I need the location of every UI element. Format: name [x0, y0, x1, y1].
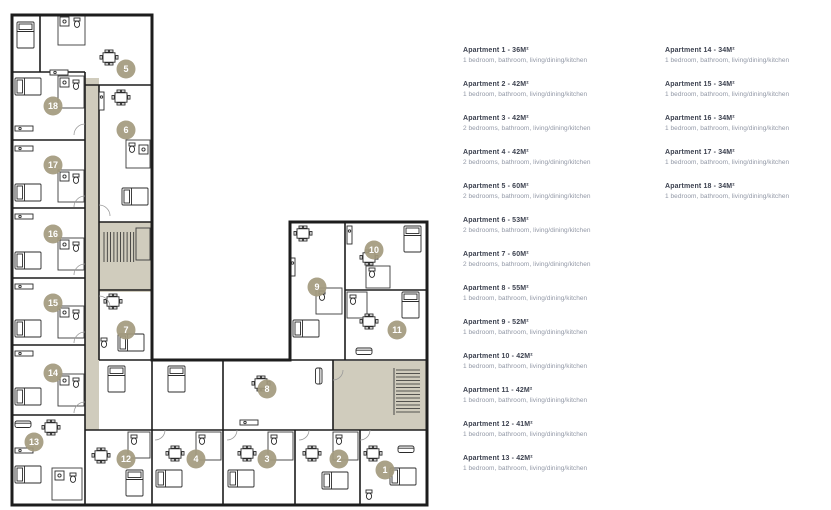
bed-icon: [15, 466, 41, 483]
apartment-desc: 1 bedroom, bathroom, living/dining/kitchen: [463, 363, 588, 370]
bed-icon: [15, 78, 41, 95]
apartment-desc: 1 bedroom, bathroom, living/dining/kitchen: [463, 57, 588, 64]
toilet-icon: [73, 378, 79, 387]
apartment-title: Apartment 5 - 60M²: [463, 183, 529, 190]
apartment-title: Apartment 13 - 42M²: [463, 455, 533, 462]
apartment-legend-entry: [463, 284, 658, 303]
svg-text:7: 7: [123, 325, 129, 336]
counter-icon: [15, 214, 33, 219]
svg-text:3: 3: [264, 454, 270, 465]
apartment-legend-entry: [463, 80, 658, 99]
counter-icon: [15, 146, 33, 151]
apartment-title: Apartment 9 - 52M²: [463, 319, 529, 326]
table-icon: [238, 446, 256, 461]
svg-text:12: 12: [120, 454, 132, 465]
apartment-desc: 1 bedroom, bathroom, living/dining/kitchen: [665, 125, 790, 132]
bed-icon: [15, 184, 41, 201]
bed-icon: [322, 472, 348, 489]
bed-icon: [15, 252, 41, 269]
svg-text:5: 5: [123, 64, 129, 75]
bed-icon: [17, 22, 34, 48]
sofa-icon: [398, 446, 414, 453]
apartment-desc: 1 bedroom, bathroom, living/dining/kitchen: [463, 91, 588, 98]
apartment-marker: [117, 121, 136, 140]
apartment-title: Apartment 10 - 42M²: [463, 353, 533, 360]
bed-icon: [108, 366, 125, 392]
toilet-icon: [131, 435, 137, 444]
table-icon: [100, 50, 118, 65]
counter-icon: [99, 92, 104, 110]
apartment-legend-entry: [463, 46, 658, 65]
apartment-title: Apartment 18 - 34M²: [665, 183, 735, 190]
svg-text:13: 13: [28, 437, 40, 448]
table-icon: [364, 446, 382, 461]
counter-icon: [15, 351, 33, 356]
apartment-marker: [308, 278, 327, 297]
svg-text:17: 17: [47, 160, 59, 171]
table-icon: [104, 294, 122, 309]
table-icon: [92, 448, 110, 463]
shower-icon: [60, 172, 69, 181]
shower-icon: [55, 471, 64, 480]
legend-column-1: [463, 46, 658, 488]
apartment-title: Apartment 14 - 34M²: [665, 47, 735, 54]
apartment-legend-entry: [463, 454, 658, 473]
apartment-marker: [44, 364, 63, 383]
toilet-icon: [73, 174, 79, 183]
bed-icon: [156, 470, 182, 487]
svg-text:2: 2: [336, 454, 342, 465]
apartment-legend-entry: [463, 114, 658, 133]
apartment-title: Apartment 12 - 41M²: [463, 421, 533, 428]
apartment-title: Apartment 17 - 34M²: [665, 149, 735, 156]
table-icon: [303, 446, 321, 461]
svg-text:15: 15: [47, 298, 59, 309]
apartment-marker: [388, 321, 407, 340]
toilet-icon: [73, 242, 79, 251]
svg-text:18: 18: [47, 101, 59, 112]
apartment-desc: 1 bedroom, bathroom, living/dining/kitchen: [665, 57, 790, 64]
apartment-title: Apartment 3 - 42M²: [463, 115, 529, 122]
apartment-title: Apartment 4 - 42M²: [463, 149, 529, 156]
svg-text:4: 4: [193, 454, 199, 465]
shower-icon: [139, 145, 148, 154]
apartment-legend-entry: [463, 420, 658, 439]
apartment-legend-entry: [463, 216, 658, 235]
svg-text:16: 16: [47, 229, 59, 240]
shower-icon: [60, 240, 69, 249]
counter-icon: [240, 420, 258, 425]
apartment-desc: 1 bedroom, bathroom, living/dining/kitchen: [665, 91, 790, 98]
apartment-desc: 1 bedroom, bathroom, living/dining/kitchen: [665, 193, 790, 200]
bed-icon: [402, 292, 419, 318]
apartment-marker: [44, 156, 63, 175]
apartment-marker: [117, 450, 136, 469]
sofa-icon: [316, 368, 323, 384]
apartment-marker: [44, 225, 63, 244]
apartment-marker: [44, 294, 63, 313]
apartment-legend-entry: [463, 386, 658, 405]
apartment-desc: 2 bedrooms, bathroom, living/dining/kitchen: [463, 125, 591, 132]
apartment-desc: 1 bedroom, bathroom, living/dining/kitchen: [463, 329, 588, 336]
apartment-desc: 1 bedroom, bathroom, living/dining/kitchen: [463, 295, 588, 302]
svg-text:1: 1: [382, 465, 388, 476]
apartment-legend-entry: [463, 352, 658, 371]
apartment-title: Apartment 7 - 60M²: [463, 251, 529, 258]
svg-text:10: 10: [368, 245, 380, 256]
bed-icon: [293, 320, 319, 337]
toilet-icon: [366, 490, 372, 499]
bed-icon: [228, 470, 254, 487]
apartment-marker: [44, 97, 63, 116]
toilet-icon: [73, 80, 79, 89]
apartment-marker: [25, 433, 44, 452]
apartment-marker: [365, 241, 384, 260]
bed-icon: [168, 366, 185, 392]
apartment-desc: 1 bedroom, bathroom, living/dining/kitchen: [463, 397, 588, 404]
shower-icon: [60, 78, 69, 87]
apartment-legend-entry: [463, 250, 658, 269]
apartment-desc: 1 bedroom, bathroom, living/dining/kitchen: [463, 465, 588, 472]
counter-icon: [347, 226, 352, 244]
table-icon: [112, 90, 130, 105]
table-icon: [294, 226, 312, 241]
svg-text:11: 11: [392, 325, 402, 336]
apartment-title: Apartment 1 - 36M²: [463, 47, 529, 54]
sofa-icon: [356, 348, 372, 355]
apartment-marker: [117, 321, 136, 340]
apartment-legend-entry: [665, 148, 831, 167]
toilet-icon: [101, 338, 107, 347]
apartment-title: Apartment 8 - 55M²: [463, 285, 529, 292]
apartment-desc: 2 bedrooms, bathroom, living/dining/kitchen: [463, 193, 591, 200]
toilet-icon: [336, 435, 342, 444]
svg-text:6: 6: [123, 125, 129, 136]
apartment-title: Apartment 6 - 53M²: [463, 217, 529, 224]
legend-column-2: [665, 46, 831, 216]
table-icon: [42, 420, 60, 435]
apartment-desc: 1 bedroom, bathroom, living/dining/kitchen: [463, 431, 588, 438]
apartment-title: Apartment 15 - 34M²: [665, 81, 735, 88]
bed-icon: [15, 320, 41, 337]
counter-icon: [15, 126, 33, 131]
bed-icon: [122, 188, 148, 205]
apartment-title: Apartment 16 - 34M²: [665, 115, 735, 122]
apartment-desc: 1 bedroom, bathroom, living/dining/kitchen: [665, 159, 790, 166]
shower-icon: [60, 308, 69, 317]
apartment-legend-entry: [463, 318, 658, 337]
apartment-marker: [117, 60, 136, 79]
svg-text:8: 8: [264, 384, 270, 395]
bed-icon: [15, 388, 41, 405]
table-icon: [360, 314, 378, 329]
apartment-marker: [330, 450, 349, 469]
toilet-icon: [199, 435, 205, 444]
apartment-marker: [376, 461, 395, 480]
apartment-legend-entry: [463, 148, 658, 167]
counter-icon: [50, 70, 68, 75]
apartment-legend-entry: [665, 46, 831, 65]
toilet-icon: [369, 268, 375, 277]
apartment-legend-entry: [463, 182, 658, 201]
bed-icon: [404, 226, 421, 252]
apartment-desc: 2 bedrooms, bathroom, living/dining/kitchen: [463, 159, 591, 166]
apartment-desc: 2 bedrooms, bathroom, living/dining/kitchen: [463, 261, 591, 268]
apartment-desc: 2 bedrooms, bathroom, living/dining/kitchen: [463, 227, 591, 234]
shower-icon: [60, 17, 69, 26]
bed-icon: [126, 470, 143, 496]
apartment-title: Apartment 11 - 42M²: [463, 387, 533, 394]
table-icon: [166, 446, 184, 461]
apartment-title: Apartment 2 - 42M²: [463, 81, 529, 88]
toilet-icon: [350, 295, 356, 304]
counter-icon: [15, 284, 33, 289]
apartment-legend-entry: [665, 80, 831, 99]
apartment-legend-entry: [665, 182, 831, 201]
svg-text:9: 9: [314, 282, 320, 293]
apartment-marker: [258, 380, 277, 399]
toilet-icon: [74, 18, 80, 27]
sofa-icon: [15, 421, 31, 428]
apartment-legend-entry: [665, 114, 831, 133]
apartment-marker: [258, 450, 277, 469]
toilet-icon: [129, 143, 135, 152]
svg-text:14: 14: [47, 368, 59, 379]
toilet-icon: [271, 435, 277, 444]
toilet-icon: [70, 473, 76, 482]
apartment-marker: [187, 450, 206, 469]
toilet-icon: [73, 310, 79, 319]
